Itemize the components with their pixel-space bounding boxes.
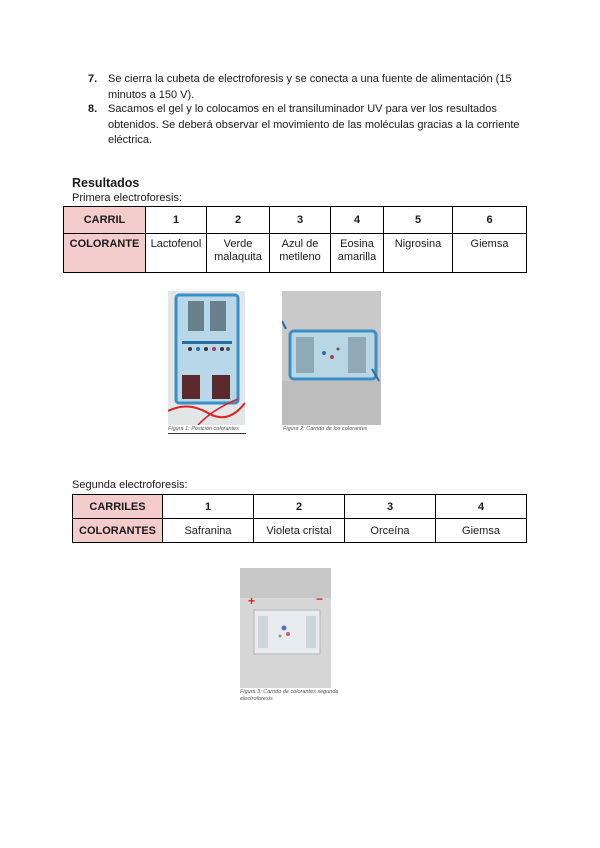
dye-cell: Verde malaquita [207, 234, 270, 273]
table-row [64, 234, 527, 273]
gel-tray-image [282, 291, 381, 425]
figure-3-caption: Figura 3: Carrido de colorantes segunda electroforesis [240, 689, 339, 702]
step-text: Sacamos el gel y lo colocamos en el transiluminador UV para ver los resultados obtenidos. Se deberá observar el movimiento de las moléculas gracias a la corriente eléctrica. [108, 103, 520, 146]
second-electrophoresis-table [72, 494, 527, 543]
first-electrophoresis-label: Primera electroforesis: [72, 192, 183, 204]
lane-cell: 3 [345, 495, 436, 519]
figure-2-photo [282, 291, 381, 425]
gel-tray-image [240, 568, 331, 688]
dye-cell: Giemsa [436, 519, 527, 543]
dye-cell: Violeta cristal [254, 519, 345, 543]
lane-cell: 2 [254, 495, 345, 519]
dye-cell: Orceína [345, 519, 436, 543]
lane-cell: 4 [436, 495, 527, 519]
table-row [64, 207, 527, 234]
positive-pole-label: + [248, 594, 256, 608]
step-number: 8. [88, 103, 98, 115]
dye-cell: Eosina amarilla [331, 234, 384, 273]
header-cell: CARRIL [64, 207, 146, 234]
step-number: 7. [88, 73, 98, 85]
lane-cell: 6 [453, 207, 527, 234]
lane-cell: 3 [270, 207, 331, 234]
dye-cell: Safranina [163, 519, 254, 543]
table-row [73, 495, 527, 519]
dye-cell: Giemsa [453, 234, 527, 273]
figure-3-photo [240, 568, 331, 688]
figure-1-caption: Figura 1: Posición colorantes [168, 426, 246, 434]
gel-tray-image [168, 291, 245, 425]
figure-1-photo [168, 291, 245, 425]
dye-cell: Nigrosina [384, 234, 453, 273]
dye-cell: Lactofenol [146, 234, 207, 273]
figure-2-caption: Figura 2: Carrido de los colorantes [283, 426, 368, 432]
negative-pole-label: − [316, 592, 324, 606]
first-electrophoresis-table [63, 206, 527, 273]
lane-cell: 2 [207, 207, 270, 234]
header-cell: COLORANTE [64, 234, 146, 273]
second-electrophoresis-label: Segunda electroforesis: [72, 479, 188, 491]
lane-cell: 1 [163, 495, 254, 519]
lane-cell: 1 [146, 207, 207, 234]
table-row [73, 519, 527, 543]
results-heading: Resultados [72, 176, 140, 190]
lane-cell: 4 [331, 207, 384, 234]
header-cell: CARRILES [73, 495, 163, 519]
step-text: Se cierra la cubeta de electroforesis y se conecta a una fuente de alimentación (15 minutos a 150 V). [108, 73, 512, 101]
header-cell: COLORANTES [73, 519, 163, 543]
lane-cell: 5 [384, 207, 453, 234]
dye-cell: Azul de metileno [270, 234, 331, 273]
